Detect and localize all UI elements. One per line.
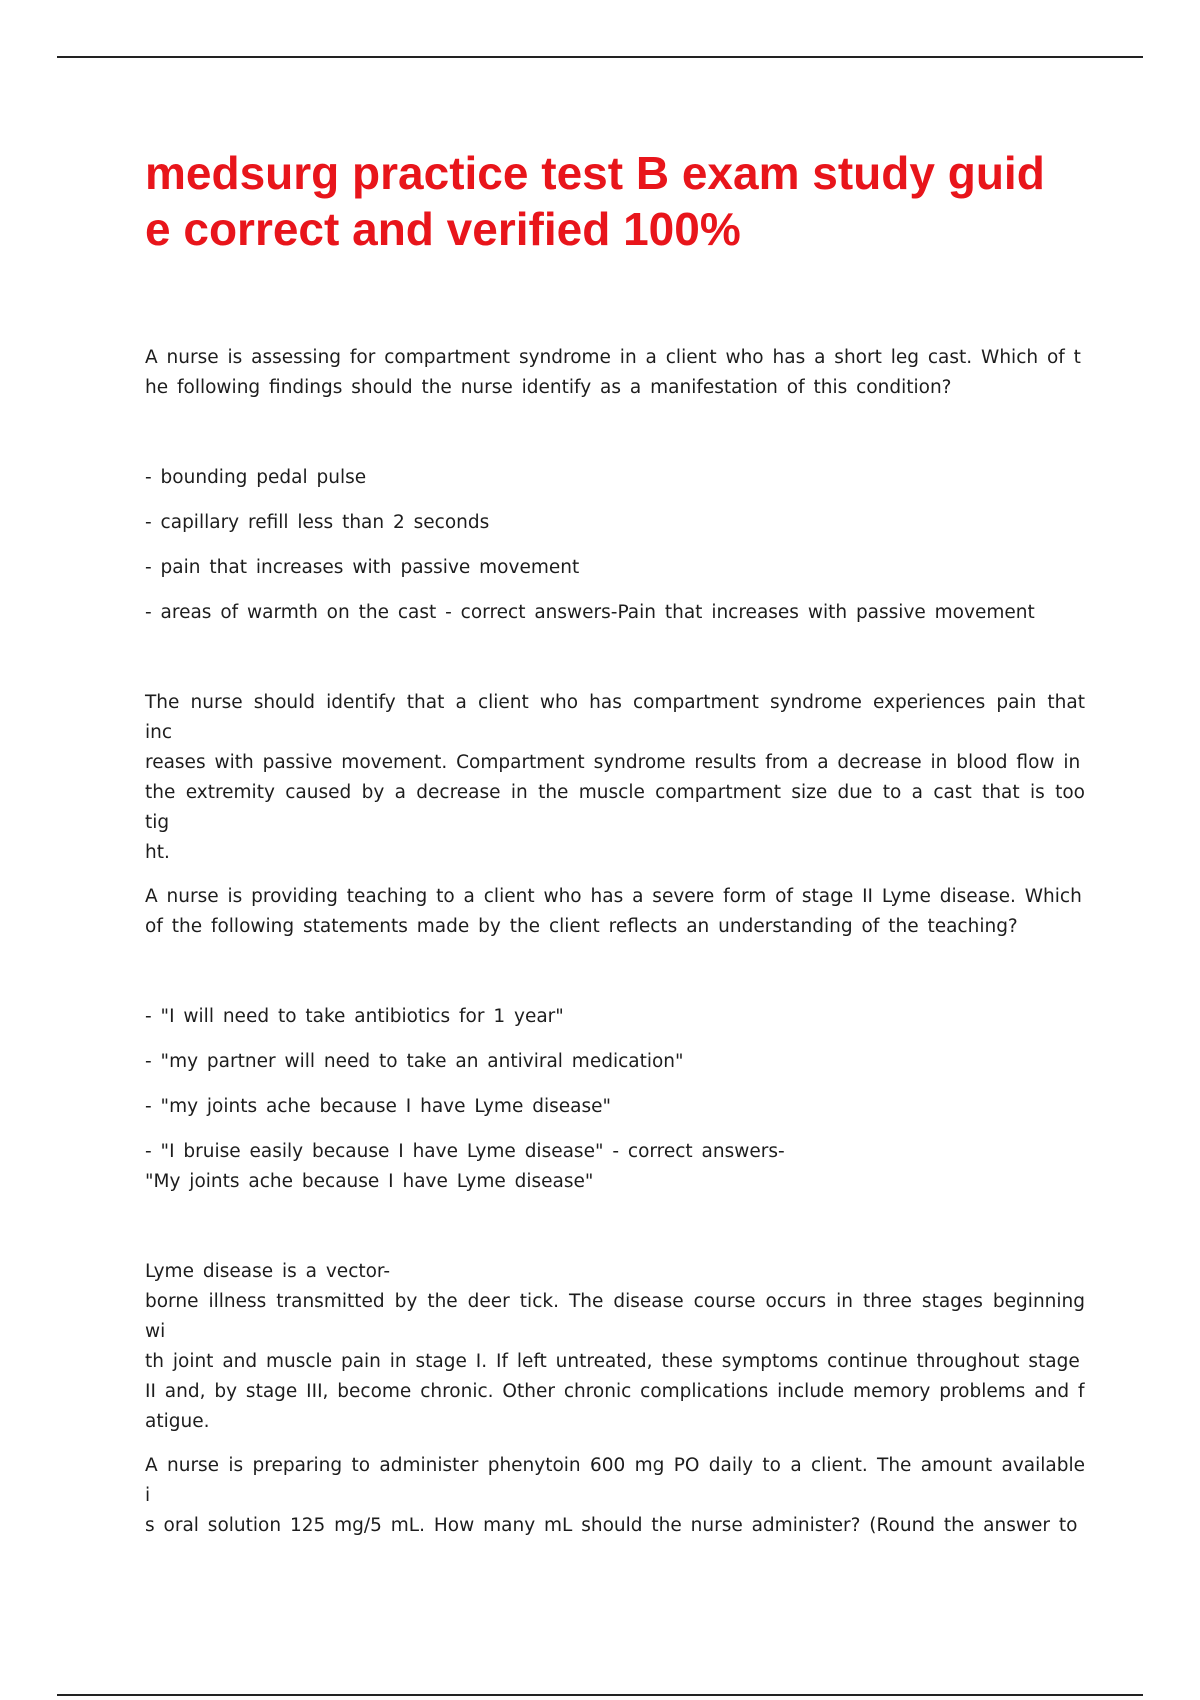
question-1-option-2: - capillary refill less than 2 seconds	[145, 512, 490, 533]
question-2-text: A nurse is providing teaching to a client who has a severe form of stage II Lyme disease. Which of the following statements made by the client reflects an understanding of the teaching?	[145, 886, 1082, 937]
question-1-text: A nurse is assessing for compartment syndrome in a client who has a short leg cast. Which of t he following findings should the nurse identify as a manifestation of this condition?	[145, 347, 1081, 398]
bottom-rule	[57, 1694, 1143, 1696]
document-body	[145, 343, 1085, 1541]
question-2-option-3: - "my joints ache because I have Lyme disease"	[145, 1096, 611, 1117]
question-3-text: A nurse is preparing to administer phenytoin 600 mg PO daily to a client. The amount available i s oral solution 125 mg/5 mL. How many mL should the nurse administer? (Round the answer to	[145, 1455, 1085, 1536]
question-1-option-4: - areas of warmth on the cast - correct answers-Pain that increases with passive movement	[145, 602, 1035, 623]
question-1-option-1: - bounding pedal pulse	[145, 467, 367, 488]
top-rule	[57, 56, 1143, 58]
question-2-option-4: - "I bruise easily because I have Lyme disease" - correct answers- "My joints ache because I have Lyme disease"	[145, 1141, 785, 1192]
question-1-option-3: - pain that increases with passive movement	[145, 557, 580, 578]
question-2-rationale: Lyme disease is a vector- borne illness transmitted by the deer tick. The disease course occurs in three stages beginning wi th joint and muscle pain in stage I. If left untreated, these symptoms continue throughout stage II and, by stage III, become chronic. Other chronic complications include memory problems and f atigue.	[145, 1261, 1085, 1432]
question-2-option-1: - "I will need to take antibiotics for 1 year"	[145, 1006, 564, 1027]
document-title: medsurg practice test B exam study guid e correct and verified 100%	[145, 147, 1045, 255]
question-1-rationale: The nurse should identify that a client who has compartment syndrome experiences pain that inc reases with passive movement. Compartment syndrome results from a decrease in blood flow in the extremity caused by a decrease in the muscle compartment size due to a cast that is too tig ht.	[145, 692, 1085, 863]
question-2-option-2: - "my partner will need to take an antiviral medication"	[145, 1051, 684, 1072]
